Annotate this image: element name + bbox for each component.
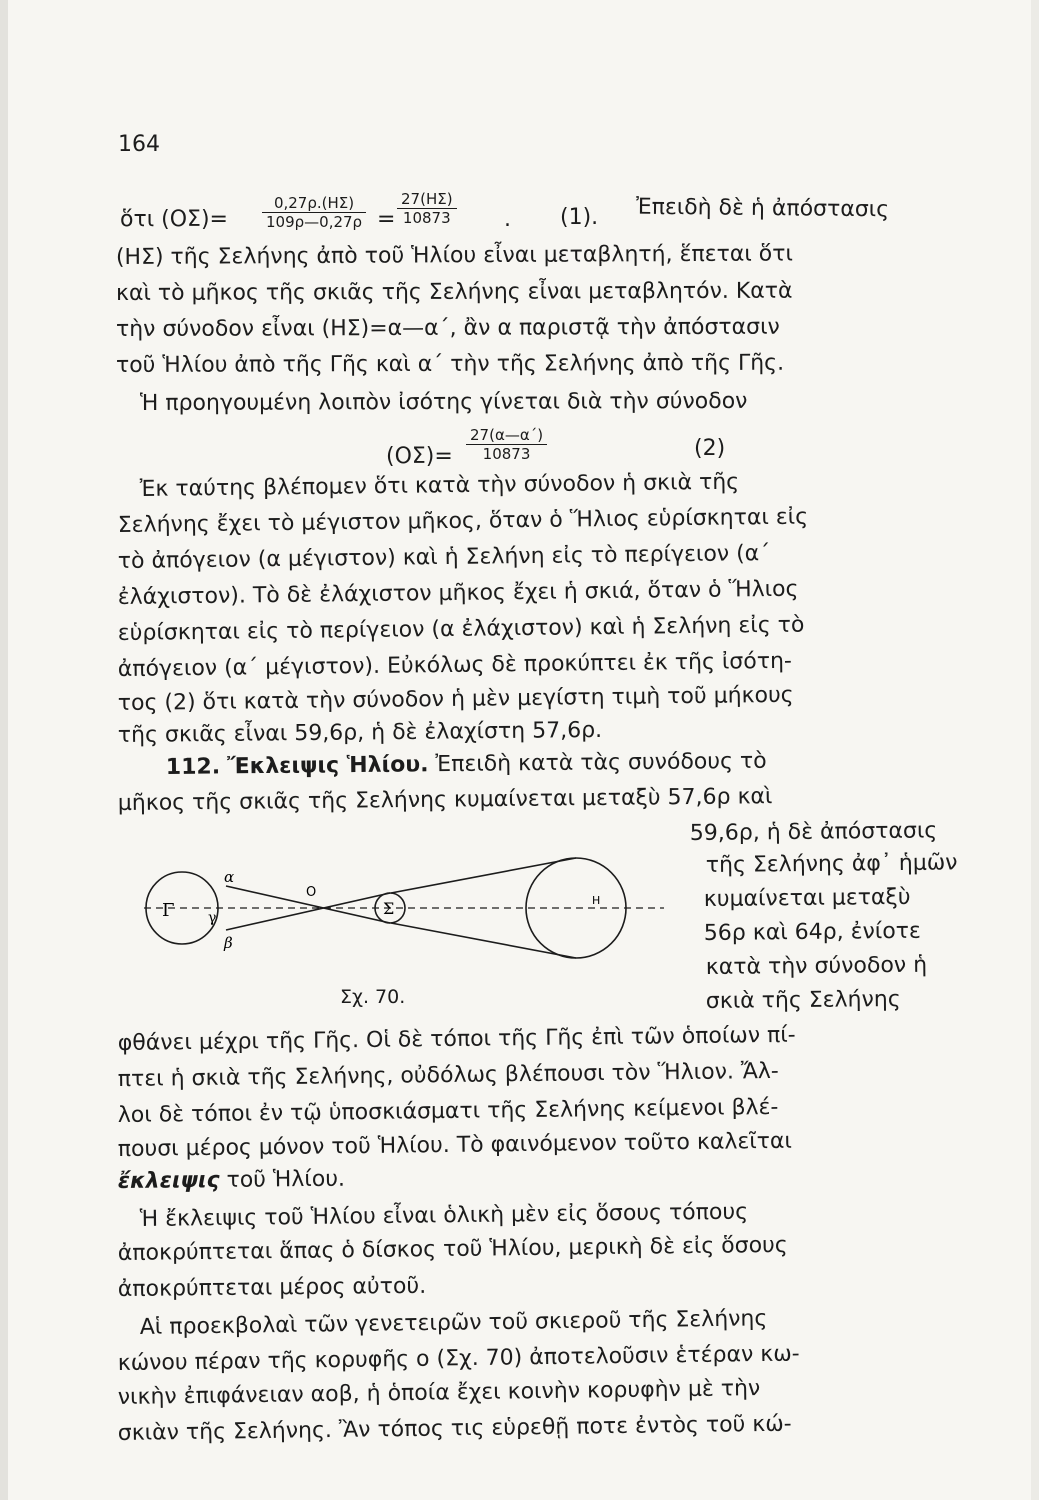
figure-caption: Σχ. 70. — [340, 986, 406, 1008]
label-g: γ — [208, 910, 217, 926]
eq2-denominator: 10873 — [482, 445, 531, 463]
label-earth: Γ — [162, 900, 175, 921]
section-heading-line — [166, 748, 767, 782]
side-text-line: 56ρ καὶ 64ρ, ἐνίοτε — [703, 918, 921, 947]
side-text-line: 59,6ρ, ἡ δὲ ἀπόστασις — [689, 818, 938, 847]
shadow-cone-lower-line — [391, 923, 576, 958]
page-number: 164 — [118, 132, 160, 157]
text-line: Ἡ ἔκλειψις τοῦ Ἡλίου εἶναι ὁλικὴ μὲν εἰς ὅσους τόπους — [139, 1199, 749, 1233]
section-title: Ἔκλειψις Ἡλίου. — [226, 752, 429, 780]
eq1-frac1-numerator: 0,27ρ.(ΗΣ) — [262, 194, 366, 213]
text-line: Σελήνης ἔχει τὸ μέγιστον μῆκος, ὅταν ὁ Ἥλιος εὑρίσκηται εἰς — [117, 504, 809, 539]
side-text-line: κατὰ τὴν σύνοδον ἡ — [705, 952, 928, 981]
page-edge-right — [1031, 0, 1039, 1500]
eq2-label: (2) — [694, 436, 726, 461]
text-line: νικὴν ἐπιφάνειαν αοβ, ἡ ὁποία ἔχει κοινὴν κορυφὴν μὲ τὴν — [117, 1376, 761, 1411]
eq1-frac1-denominator: 109ρ—0,27ρ — [266, 213, 363, 231]
text-line — [118, 1166, 345, 1196]
eq1-prefix: ὅτι (ΟΣ)= — [120, 207, 228, 232]
text-line: τὸ ἀπόγειον (α μέγιστον) καὶ ἡ Σελήνη εἰς τὸ περίγειον (α΄ — [117, 541, 771, 575]
label-sun: Η — [592, 894, 601, 907]
eq1-label: (1). — [560, 205, 599, 230]
label-o: Ο — [306, 885, 317, 900]
eq2-fraction — [466, 426, 547, 463]
term-rest: τοῦ Ἡλίου. — [219, 1166, 346, 1193]
eq1-tail-text: Ἐπειδὴ δὲ ἡ ἀπόστασις — [635, 194, 890, 223]
eq1-dot: . — [504, 207, 511, 232]
text-line: μῆκος τῆς σκιᾶς τῆς Σελήνης κυμαίνεται μεταξὺ 57,6ρ καὶ — [117, 784, 773, 817]
text-line: ἐλάχιστον). Τὸ δὲ ἐλάχιστον μῆκος ἔχει ἡ σκιά, ὅταν ὁ Ἥλιος — [117, 576, 799, 611]
eq2-numerator: 27(α—α΄) — [466, 426, 547, 445]
text-line: τῆς σκιᾶς εἶναι 59,6ρ, ἡ δὲ ἐλαχίστη 57,6ρ. — [117, 717, 603, 749]
text-line: Ἐκ ταύτης βλέπομεν ὅτι κατὰ τὴν σύνοδον ἡ σκιὰ τῆς — [139, 469, 740, 503]
shadow-cone-upper-line — [391, 858, 576, 893]
section-first-line: Ἐπειδὴ κατὰ τὰς συνόδους τὸ — [435, 748, 767, 778]
text-line: Αἱ προεκβολαὶ τῶν γενετειρῶν τοῦ σκιεροῦ τῆς Σελήνης — [139, 1306, 768, 1341]
text-line: ἀπόγειον (α΄ μέγιστον). Εὐκόλως δὲ προκύπτει ἐκ τῆς ἰσότη- — [117, 648, 793, 683]
eq1-frac2-denominator: 10873 — [402, 209, 451, 227]
text-line: τοῦ Ἡλίου ἀπὸ τῆς Γῆς καὶ α΄ τὴν τῆς Σελήνης ἀπὸ τῆς Γῆς. — [115, 350, 785, 378]
text-line: εὑρίσκηται εἰς τὸ περίγειον (α ἐλάχιστον) καὶ ἡ Σελήνη εἰς τὸ — [117, 612, 805, 647]
eq1-fraction-1 — [262, 194, 366, 231]
text-line: τος (2) ὅτι κατὰ τὴν σύνοδον ἡ μὲν μεγίστη τιμὴ τοῦ μήκους — [117, 682, 794, 717]
eq1-fraction-2 — [397, 190, 457, 227]
side-text-line: τῆς Σελήνης ἀφ᾽ ἡμῶν — [705, 850, 958, 879]
text-line: κώνου πέραν τῆς κορυφῆς ο (Σχ. 70) ἀποτελοῦσιν ἑτέραν κω- — [117, 1341, 800, 1377]
label-moon: Σ — [383, 899, 395, 918]
text-line: λοι δὲ τόποι ἐν τῷ ὑποσκιάσματι τῆς Σελήνης κείμενοι βλέ- — [117, 1094, 779, 1129]
page-edge-left — [0, 0, 8, 1500]
text-line: σκιὰν τῆς Σελήνης. Ἂν τόπος τις εὑρεθῇ ποτε ἐντὸς τοῦ κώ- — [117, 1411, 792, 1447]
text-line: πουσι μέρος μόνον τοῦ Ἡλίου. Τὸ φαινόμενον τοῦτο καλεῖται — [117, 1128, 793, 1163]
term-eclipse: ἔκλειψις — [117, 1167, 220, 1195]
eclipse-diagram — [134, 826, 694, 996]
side-text-line: σκιὰ τῆς Σελήνης — [705, 986, 901, 1015]
text-line: (ΗΣ) τῆς Σελήνης ἀπὸ τοῦ Ἡλίου εἶναι μεταβλητή, ἕπεται ὅτι — [115, 241, 793, 271]
text-line: καὶ τὸ μῆκος τῆς σκιᾶς τῆς Σελήνης εἶναι μεταβλητόν. Κατὰ — [115, 278, 793, 306]
eq2-prefix: (ΟΣ)= — [386, 444, 453, 469]
side-text-line: κυμαίνεται μεταξὺ — [703, 884, 911, 913]
text-line: ἀποκρύπτεται μέρος αὐτοῦ. — [117, 1273, 427, 1303]
section-number: 112. — [165, 754, 221, 781]
text-line: τὴν σύνοδον εἶναι (ΗΣ)=α—α΄, ἂν α παριστᾷ τὴν ἀπόστασιν — [115, 314, 780, 342]
label-b: β — [224, 934, 233, 952]
text-line: Ἡ προηγουμένη λοιπὸν ἰσότης γίνεται διὰ τὴν σύνοδον — [139, 388, 748, 416]
eq1-frac2-numerator: 27(ΗΣ) — [397, 190, 457, 209]
text-line: πτει ἡ σκιὰ τῆς Σελήνης, οὐδόλως βλέπουσι τὸν Ἥλιον. Ἄλ- — [117, 1058, 779, 1093]
label-a: α — [224, 868, 235, 886]
text-line: ἀποκρύπτεται ἅπας ὁ δίσκος τοῦ Ἡλίου, μερικὴ δὲ εἰς ὅσους — [117, 1232, 788, 1267]
eq1-equals: = — [377, 207, 396, 232]
text-line: φθάνει μέχρι τῆς Γῆς. Οἱ δὲ τόποι τῆς Γῆς ἐπὶ τῶν ὁποίων πί- — [117, 1022, 796, 1057]
